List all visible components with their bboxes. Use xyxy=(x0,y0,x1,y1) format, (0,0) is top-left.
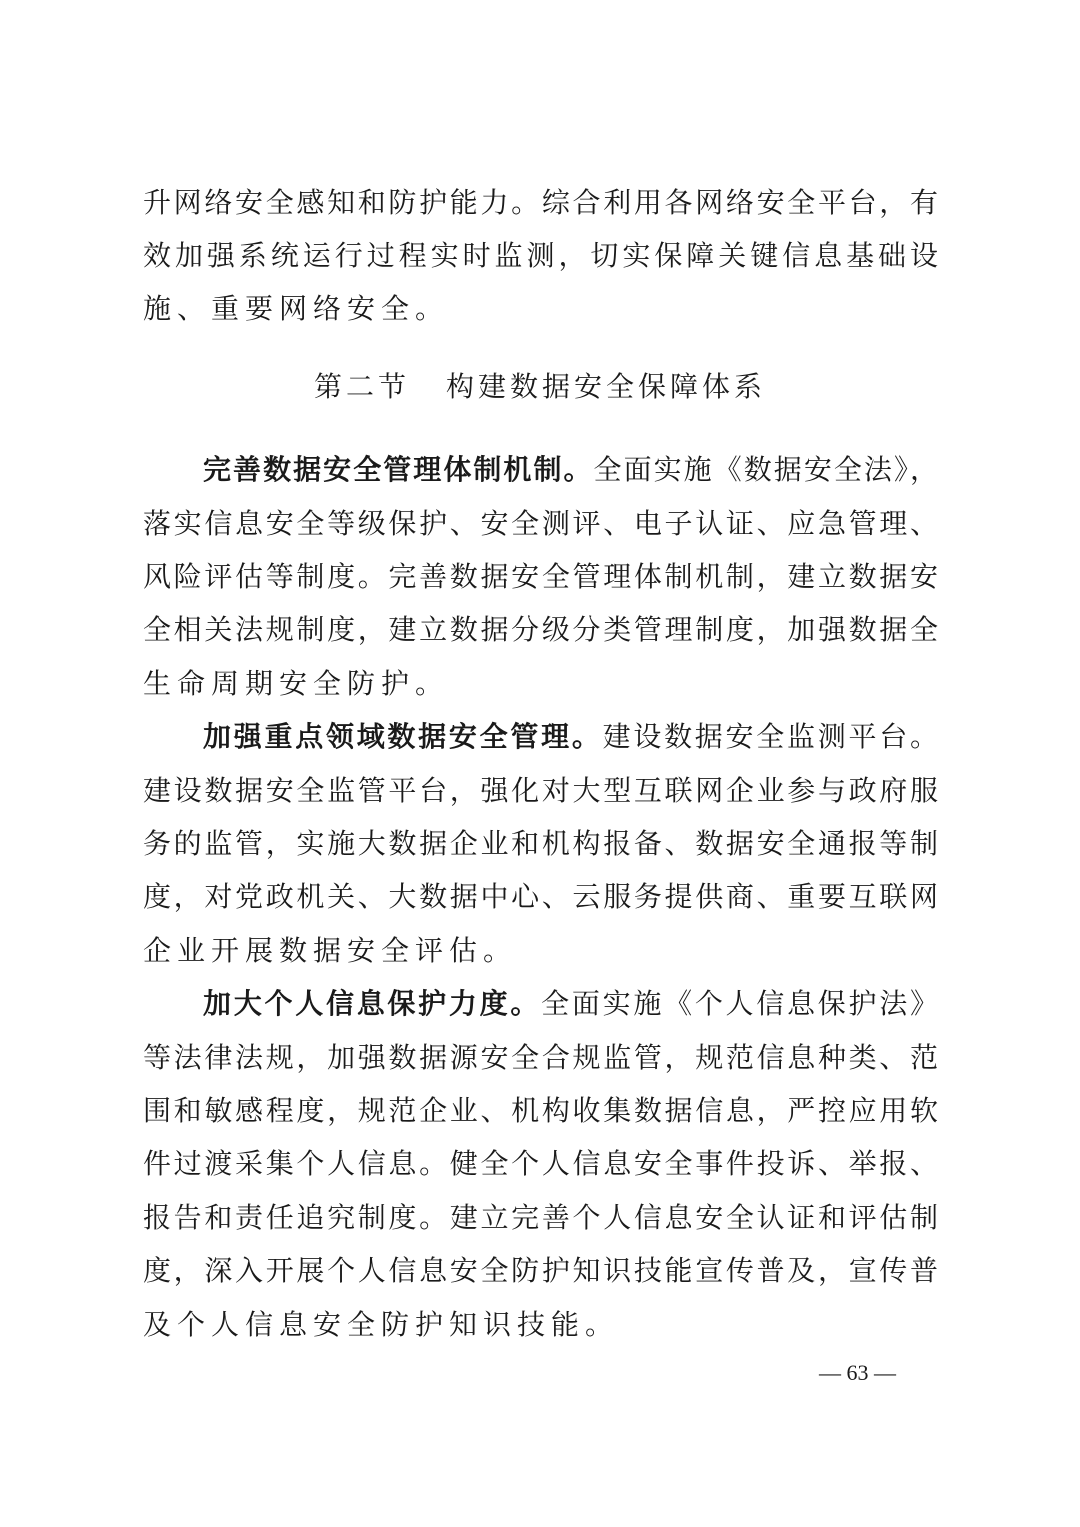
paragraph-1-lead: 完善数据安全管理体制机制。 xyxy=(203,453,594,486)
body-line: 度，对党政机关、大数据中心、云服务提供商、重要互联网 xyxy=(143,880,938,913)
body-line: 围和敏感程度，规范企业、机构收集数据信息，严控应用软 xyxy=(143,1094,938,1127)
body-line: 及个人信息安全防护知识技能。 xyxy=(143,1308,620,1341)
body-line: 建设数据安全监管平台，强化对大型互联网企业参与政府服 xyxy=(143,774,938,807)
body-line: 企业开展数据安全评估。 xyxy=(143,934,518,967)
body-line: 等法律法规，加强数据源安全合规监管，规范信息种类、范 xyxy=(143,1041,938,1074)
paragraph-1-first-line xyxy=(203,450,938,490)
body-line: 件过渡采集个人信息。健全个人信息安全事件投诉、举报、 xyxy=(143,1147,938,1180)
section-title: 构建数据安全保障体系 xyxy=(446,370,767,403)
paragraph-2-lead: 加强重点领域数据安全管理。 xyxy=(203,720,603,753)
body-line: 施、重要网络安全。 xyxy=(143,292,450,325)
body-line: 生命周期安全防护。 xyxy=(143,667,450,700)
paragraph-2-first-line xyxy=(203,717,938,757)
page-number: — 63 — xyxy=(819,1360,896,1385)
paragraph-3-first-line xyxy=(203,984,938,1024)
body-line: 升网络安全感知和防护能力。综合利用各网络安全平台，有 xyxy=(143,186,938,219)
body-line: 效加强系统运行过程实时监测，切实保障关键信息基础设 xyxy=(143,239,938,272)
paragraph-2-text: 建设数据安全监测平台。 xyxy=(602,720,938,753)
paragraph-1-text: 全面实施《数据安全法》， xyxy=(593,453,938,486)
body-line: 全相关法规制度，建立数据分级分类管理制度，加强数据全 xyxy=(143,613,938,646)
body-line: 报告和责任追究制度。建立完善个人信息安全认证和评估制 xyxy=(143,1201,938,1234)
body-line: 度，深入开展个人信息安全防护知识技能宣传普及，宣传普 xyxy=(143,1254,938,1287)
paragraph-3-lead: 加大个人信息保护力度。 xyxy=(203,987,542,1020)
paragraph-3-text: 全面实施《个人信息保护法》 xyxy=(541,987,938,1020)
body-line: 落实信息安全等级保护、安全测评、电子认证、应急管理、 xyxy=(143,507,938,540)
body-line: 风险评估等制度。完善数据安全管理体制机制，建立数据安 xyxy=(143,560,938,593)
section-number: 第二节 xyxy=(313,370,410,403)
body-line: 务的监管，实施大数据企业和机构报备、数据安全通报等制 xyxy=(143,827,938,860)
section-heading xyxy=(0,367,1080,407)
